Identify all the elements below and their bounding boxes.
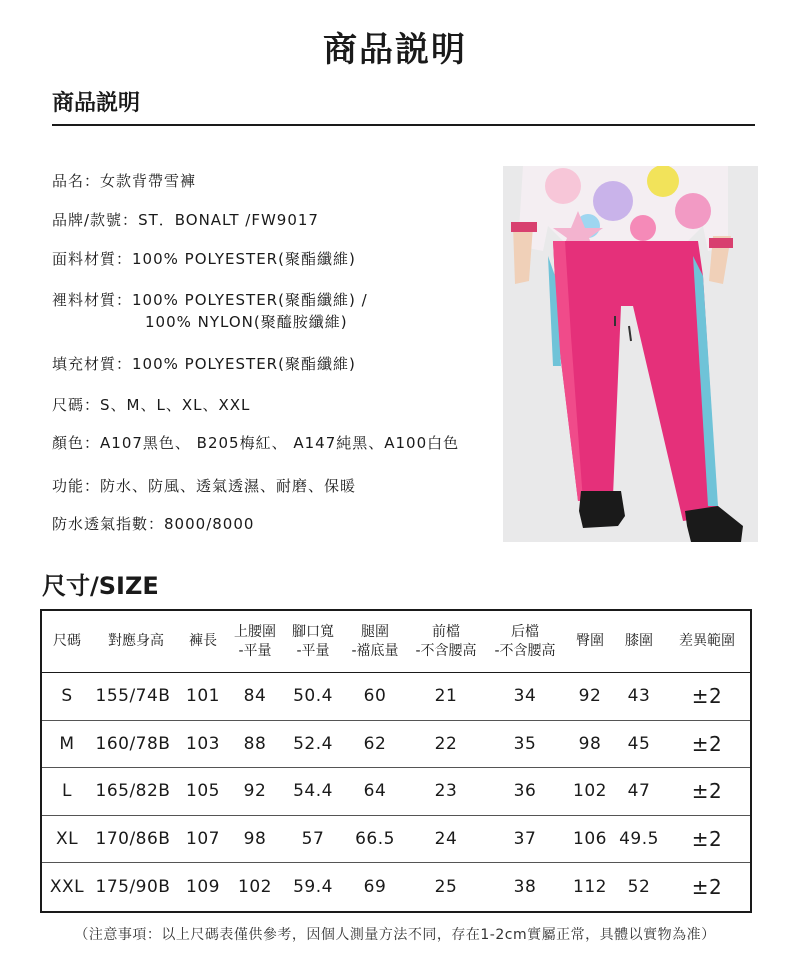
table-cell: XL [55,828,79,849]
spec-label: 尺碼： [52,396,101,414]
table-header-row [42,611,750,673]
spec-value: A107黑色、 B205梅紅、 A147純黑、A100白色 [100,434,460,452]
table-cell: 109 [186,876,220,897]
table-cell: 35 [513,733,537,754]
table-cell: M [59,733,75,754]
header-cell: 差異範圍 [679,633,735,649]
table-cell: 62 [363,733,387,754]
spec-colors [52,432,459,453]
table-cell: 88 [243,733,267,754]
table-cell: 52.4 [293,733,333,754]
table-cell: 60 [363,686,387,707]
table-cell: ±2 [691,874,723,899]
table-cell: 21 [434,686,458,707]
spec-outer-material [52,248,356,269]
table-cell: 165/82B [95,781,171,802]
product-photo [503,166,758,542]
table-cell: 106 [573,828,607,849]
footnote: （注意事項：以上尺碼表僅供參考，因個人測量方法不同，存在1-2cm實屬正常，具體以實物為准） [74,927,716,943]
table-cell: 155/74B [95,686,171,707]
table-row [42,721,750,769]
table-cell: L [62,781,72,802]
table-cell: 37 [513,828,537,849]
table-row [42,673,750,721]
table-cell: 66.5 [355,828,395,849]
spec-value: 100% POLYESTER(聚酯纖維) / [132,291,368,309]
header-cell: 對應身高 [108,633,164,649]
header-cell: 尺碼 [53,633,81,649]
table-cell: 107 [186,828,220,849]
spec-label: 功能： [52,477,101,495]
table-cell: 57 [301,828,325,849]
spec-sizes [52,394,250,415]
spec-label: 防水透氣指數： [52,515,165,533]
spec-label: 品名： [52,172,101,190]
table-cell: 92 [243,781,267,802]
spec-value: 女款背帶雪褲 [100,172,197,190]
table-cell: 50.4 [293,686,333,707]
spec-label: 裡料材質： [52,291,133,309]
spec-name [52,170,196,191]
table-row [42,863,750,911]
header-cell: 腳口寬 -平量 [292,623,334,659]
spec-filling-material [52,353,356,374]
spec-value: 100% POLYESTER(聚酯纖維) [132,355,356,373]
spec-value: 100% POLYESTER(聚酯纖維) [132,250,356,268]
table-cell: 54.4 [293,781,333,802]
table-cell: 102 [238,876,272,897]
table-cell: 52 [627,876,651,897]
table-cell: 47 [627,781,651,802]
spec-value-continued: 100% NYLON(聚醯胺纖維) [145,313,348,331]
header-cell: 上腰圍 -平量 [234,623,276,659]
table-cell: 98 [578,733,602,754]
spec-value: ST．BONALT /FW9017 [138,211,319,229]
table-cell: 84 [243,686,267,707]
table-cell: 43 [627,686,651,707]
table-cell: S [61,686,73,707]
size-section-title: 尺寸/SIZE [42,572,159,600]
size-table [40,609,752,913]
table-cell: 24 [434,828,458,849]
header-cell: 后檔 -不含腰高 [494,623,556,659]
table-row [42,768,750,816]
table-cell: 98 [243,828,267,849]
table-cell: ±2 [691,731,723,756]
table-cell: ±2 [691,779,723,804]
header-cell: 腿圍 -襠底量 [351,623,399,659]
header-cell: 前檔 -不含腰高 [415,623,477,659]
spec-lining-material [52,289,368,333]
table-cell: 101 [186,686,220,707]
table-cell: 34 [513,686,537,707]
spec-index [52,513,254,534]
product-model-illustration [503,166,758,542]
page-title: 商品説明 [323,30,467,70]
spec-functions [52,475,356,496]
section-divider [52,124,755,126]
table-cell: 69 [363,876,387,897]
table-cell: 23 [434,781,458,802]
section-title: 商品説明 [52,91,141,116]
table-cell: 160/78B [95,733,171,754]
spec-label: 品牌/款號： [52,211,139,229]
table-cell: 22 [434,733,458,754]
spec-label: 面料材質： [52,250,133,268]
header-cell: 褲長 [189,633,217,649]
table-cell: 59.4 [293,876,333,897]
spec-label: 顏色： [52,434,101,452]
table-cell: ±2 [691,684,723,709]
table-row [42,816,750,864]
header-cell: 膝圍 [625,633,653,649]
spec-value: 8000/8000 [164,515,255,533]
table-cell: XXL [49,876,85,897]
spec-value: 防水、防風、透氣透濕、耐磨、保暖 [100,477,357,495]
spec-value: S、M、L、XL、XXL [100,396,251,414]
header-cell: 臀圍 [576,633,604,649]
table-cell: 64 [363,781,387,802]
table-cell: 45 [627,733,651,754]
spec-label: 填充材質： [52,355,133,373]
table-cell: 38 [513,876,537,897]
table-cell: 92 [578,686,602,707]
table-cell: 103 [186,733,220,754]
table-cell: 49.5 [619,828,659,849]
table-cell: 36 [513,781,537,802]
table-cell: 175/90B [95,876,171,897]
table-cell: 105 [186,781,220,802]
table-cell: 112 [573,876,607,897]
spec-brand [52,209,319,230]
table-cell: 102 [573,781,607,802]
table-cell: 170/86B [95,828,171,849]
table-cell: 25 [434,876,458,897]
table-cell: ±2 [691,826,723,851]
